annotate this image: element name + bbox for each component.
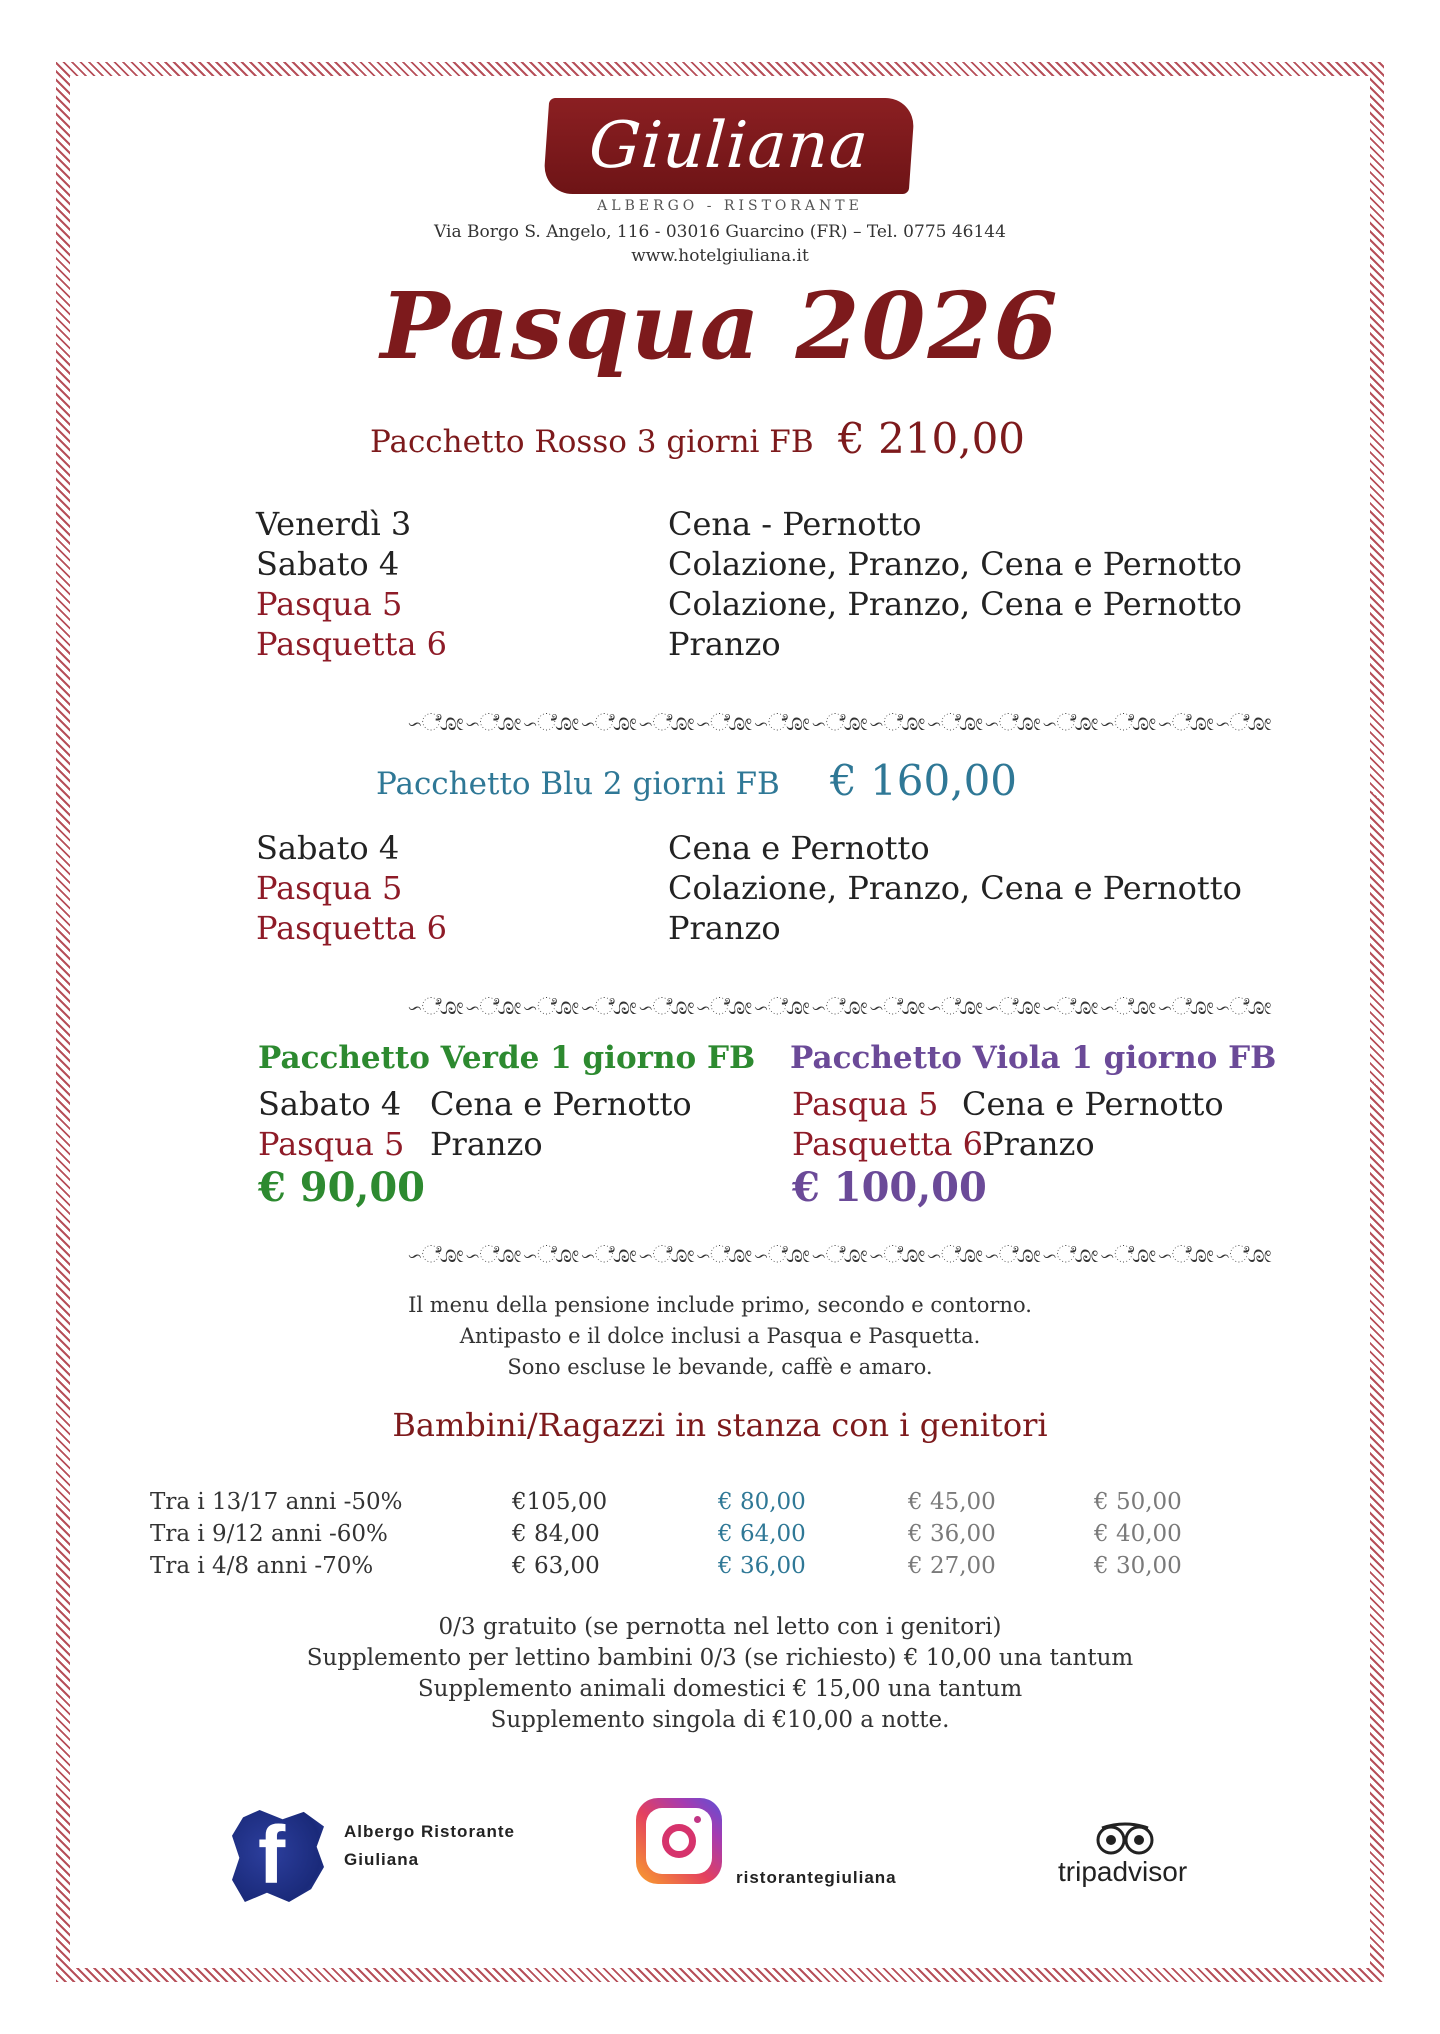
menu-note-1: Il menu della pensione include primo, secondo e contorno. xyxy=(408,1293,1032,1317)
blu-desc-3: Pranzo xyxy=(668,909,781,947)
viola-day-2: Pasquetta 6 xyxy=(792,1125,983,1163)
kids-row-1-rosso: €105,00 xyxy=(512,1489,608,1515)
verde-day-1: Sabato 4 xyxy=(258,1085,402,1123)
extra-note-2: Supplemento per lettino bambini 0/3 (se richiesto) € 10,00 una tantum xyxy=(306,1645,1134,1671)
tripadvisor-logo[interactable]: tripadvisor xyxy=(1058,1856,1188,1887)
extra-note-4: Supplemento singola di €10,00 a notte. xyxy=(490,1707,950,1733)
blu-day-1: Sabato 4 xyxy=(256,829,400,867)
tripadvisor-owl-icon xyxy=(1094,1822,1156,1856)
facebook-f-glyph: f xyxy=(258,1810,286,1901)
brand-subtitle: ALBERGO - RISTORANTE xyxy=(597,198,863,214)
menu-note-2: Antipasto e il dolce inclusi a Pasqua e Pasquetta. xyxy=(459,1324,981,1348)
ornament-divider: ∽ೋ∽ೋ∽ೋ∽ೋ∽ೋ∽ೋ∽ೋ∽ೋ∽ೋ∽ೋ∽ೋ∽ೋ∽ೋ∽ೋ∽ೋ xyxy=(408,1240,1274,1268)
facebook-page-name-line1[interactable]: Albergo Ristorante xyxy=(344,1822,516,1841)
verde-desc-1: Cena e Pernotto xyxy=(430,1085,692,1123)
instagram-lens xyxy=(662,1824,696,1858)
rosso-day-3: Pasqua 5 xyxy=(256,585,403,623)
viola-day-1: Pasqua 5 xyxy=(792,1085,939,1123)
rosso-day-1: Venerdì 3 xyxy=(256,505,412,543)
rosso-package-price: € 210,00 xyxy=(838,414,1026,463)
kids-row-1-verde: € 45,00 xyxy=(908,1489,996,1515)
kids-heading: Bambini/Ragazzi in stanza con i genitori xyxy=(392,1406,1048,1444)
kids-row-2-verde: € 36,00 xyxy=(908,1521,996,1547)
viola-package-price: € 100,00 xyxy=(792,1164,987,1211)
giuliana-logo: Giuliana xyxy=(543,98,916,194)
kids-row-3-label: Tra i 4/8 anni -70% xyxy=(150,1553,374,1579)
blu-day-3: Pasquetta 6 xyxy=(256,909,447,947)
rosso-desc-1: Cena - Pernotto xyxy=(668,505,922,543)
ornament-divider: ∽ೋ∽ೋ∽ೋ∽ೋ∽ೋ∽ೋ∽ೋ∽ೋ∽ೋ∽ೋ∽ೋ∽ೋ∽ೋ∽ೋ∽ೋ xyxy=(408,708,1274,736)
instagram-handle[interactable]: ristorantegiuliana xyxy=(736,1868,897,1887)
ornament-divider: ∽ೋ∽ೋ∽ೋ∽ೋ∽ೋ∽ೋ∽ೋ∽ೋ∽ೋ∽ೋ∽ೋ∽ೋ∽ೋ∽ೋ∽ೋ xyxy=(408,992,1274,1020)
rosso-day-4: Pasquetta 6 xyxy=(256,625,447,663)
rosso-desc-2: Colazione, Pranzo, Cena e Pernotto xyxy=(668,545,1242,583)
kids-row-2-rosso: € 84,00 xyxy=(512,1521,600,1547)
rosso-desc-4: Pranzo xyxy=(668,625,781,663)
blu-package-price: € 160,00 xyxy=(830,756,1018,805)
instagram-flash xyxy=(694,1816,701,1823)
blu-desc-2: Colazione, Pranzo, Cena e Pernotto xyxy=(668,869,1242,907)
kids-row-3-rosso: € 63,00 xyxy=(512,1553,600,1579)
kids-row-3-viola: € 30,00 xyxy=(1094,1553,1182,1579)
rosso-desc-3: Colazione, Pranzo, Cena e Pernotto xyxy=(668,585,1242,623)
page-title: Pasqua 2026 xyxy=(380,272,1060,380)
verde-package-price: € 90,00 xyxy=(258,1164,426,1211)
verde-desc-2: Pranzo xyxy=(430,1125,543,1163)
rosso-day-2: Sabato 4 xyxy=(256,545,400,583)
blu-package-name: Pacchetto Blu 2 giorni FB xyxy=(376,766,780,802)
menu-note-3: Sono escluse le bevande, caffè e amaro. xyxy=(507,1355,933,1379)
viola-desc-1: Cena e Pernotto xyxy=(962,1085,1224,1123)
blu-desc-1: Cena e Pernotto xyxy=(668,829,930,867)
website[interactable]: www.hotelgiuliana.it xyxy=(631,246,809,266)
kids-row-3-verde: € 27,00 xyxy=(908,1553,996,1579)
kids-row-1-blu: € 80,00 xyxy=(718,1489,806,1515)
extra-note-3: Supplemento animali domestici € 15,00 una tantum xyxy=(417,1676,1023,1702)
address: Via Borgo S. Angelo, 116 - 03016 Guarcino (FR) – Tel. 0775 46144 xyxy=(434,222,1006,242)
kids-row-1-label: Tra i 13/17 anni -50% xyxy=(150,1489,403,1515)
kids-row-2-blu: € 64,00 xyxy=(718,1521,806,1547)
facebook-page-name-line2[interactable]: Giuliana xyxy=(344,1850,420,1869)
viola-package-name: Pacchetto Viola 1 giorno FB xyxy=(790,1040,1277,1076)
extra-note-1: 0/3 gratuito (se pernotta nel letto con i genitori) xyxy=(438,1614,1002,1640)
rosso-package-name: Pacchetto Rosso 3 giorni FB xyxy=(370,424,814,460)
kids-row-1-viola: € 50,00 xyxy=(1094,1489,1182,1515)
verde-package-name: Pacchetto Verde 1 giorno FB xyxy=(258,1040,756,1076)
verde-day-2: Pasqua 5 xyxy=(258,1125,405,1163)
kids-row-3-blu: € 36,00 xyxy=(718,1553,806,1579)
blu-day-2: Pasqua 5 xyxy=(256,869,403,907)
kids-row-2-label: Tra i 9/12 anni -60% xyxy=(150,1521,388,1547)
viola-desc-2: Pranzo xyxy=(982,1125,1095,1163)
kids-row-2-viola: € 40,00 xyxy=(1094,1521,1182,1547)
